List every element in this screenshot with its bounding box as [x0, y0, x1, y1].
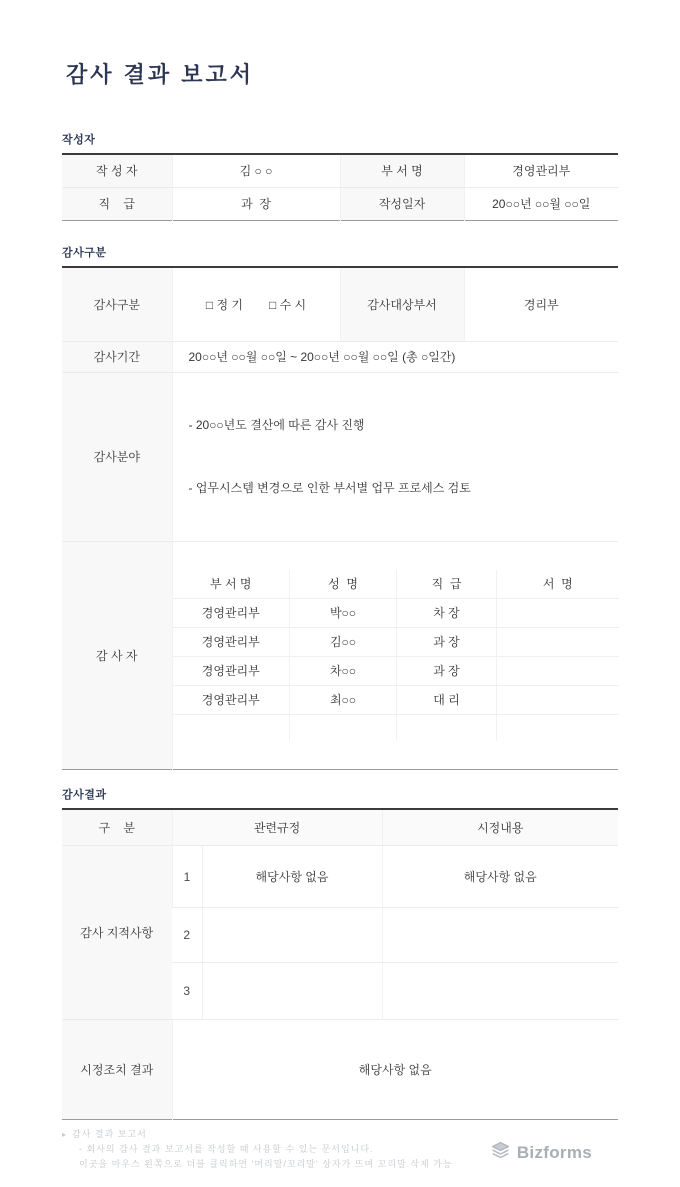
- page-title: 감사 결과 보고서: [66, 62, 254, 87]
- field-label-target-dept: 감사대상부서: [340, 267, 464, 342]
- field-value-department: 경영관리부: [464, 154, 618, 187]
- footer-note-line: 이곳을 마우스 왼쪽으로 더블 클릭하면 '머리말/꼬리말' 상자가 뜨며 꼬리말 삭제 가능: [79, 1159, 453, 1169]
- audit-class-table: [62, 266, 618, 770]
- column-header-name: 성 명: [290, 570, 397, 599]
- field-value-audit-field: [172, 372, 618, 541]
- field-value-date: 20○○년 ○○월 ○○일: [464, 187, 618, 220]
- field-label-department: 부 서 명: [340, 154, 464, 187]
- field-value-audit-period: 20○○년 ○○월 ○○일 ~ 20○○년 ○○월 ○○일 (총 ○일간): [172, 341, 618, 372]
- audit-field-line: - 업무시스템 변경으로 인한 부서별 업무 프로세스 검토: [188, 480, 471, 495]
- field-value-target-dept: 경리부: [464, 267, 618, 342]
- document-page: [62, 0, 618, 1187]
- field-label-auditors: 감 사 자: [62, 541, 172, 769]
- auditor-dept: 경영관리부: [173, 656, 290, 685]
- column-header-signature: 서 명: [497, 570, 619, 599]
- table-row: [62, 187, 618, 220]
- brand-name: Bizforms: [516, 1143, 592, 1162]
- table-header-row: [173, 570, 619, 599]
- section-heading-audit-class: 감사구분: [62, 246, 107, 259]
- author-table: [62, 153, 618, 221]
- empty-cell[interactable]: [173, 714, 290, 741]
- field-value-position: 과 장: [172, 187, 340, 220]
- footer-title-text: 감사 결과 보고서: [72, 1129, 147, 1139]
- table-row: [62, 154, 618, 187]
- auditor-dept: 경영관리부: [173, 685, 290, 714]
- section-heading-audit-result: 감사결과: [62, 788, 107, 801]
- finding-number: 2: [172, 908, 202, 963]
- empty-cell[interactable]: [290, 714, 397, 741]
- footer-note-line: - 회사의 감사 결과 보고서를 작성할 때 사용할 수 있는 문서입니다.: [79, 1144, 374, 1154]
- auditor-name: 박○○: [290, 598, 397, 627]
- field-label-findings: 감사 지적사항: [62, 846, 172, 1020]
- audit-field-line: - 20○○년도 결산에 따른 감사 진행: [188, 417, 365, 432]
- table-row: [173, 685, 619, 714]
- brand-logo: [490, 1140, 592, 1166]
- field-label-date: 작성일자: [340, 187, 464, 220]
- table-row: [62, 846, 618, 908]
- column-header-category: 구 분: [62, 809, 172, 846]
- auditor-dept: 경영관리부: [173, 627, 290, 656]
- finding-number: 3: [172, 963, 202, 1020]
- section-heading-author: 작성자: [62, 134, 96, 146]
- column-header-correction: 시정내용: [382, 809, 618, 846]
- empty-cell[interactable]: [497, 714, 619, 741]
- auditor-signature-cell[interactable]: [497, 685, 619, 714]
- auditor-position: 대 리: [397, 685, 497, 714]
- finding-correction[interactable]: [382, 908, 618, 963]
- auditors-table-cell: [172, 541, 618, 769]
- finding-correction[interactable]: [382, 963, 618, 1020]
- auditor-position: 차 장: [397, 598, 497, 627]
- auditor-signature-cell[interactable]: [497, 656, 619, 685]
- layers-icon: [490, 1140, 511, 1166]
- finding-correction: 해당사항 없음: [382, 846, 618, 908]
- table-row: [62, 341, 618, 372]
- field-label-writer: 작 성 자: [62, 154, 172, 187]
- column-header-dept: 부 서 명: [173, 570, 290, 599]
- auditor-signature-cell[interactable]: [497, 627, 619, 656]
- auditor-name: 최○○: [290, 685, 397, 714]
- column-header-position: 직 급: [397, 570, 497, 599]
- table-row: [173, 598, 619, 627]
- field-label-corrective-action: 시정조치 결과: [62, 1020, 172, 1120]
- table-row-empty: [173, 714, 619, 741]
- auditor-signature-cell[interactable]: [497, 598, 619, 627]
- finding-regulation[interactable]: [202, 963, 382, 1020]
- table-row: [62, 541, 618, 769]
- column-header-regulation: 관련규정: [172, 809, 382, 846]
- field-label-audit-field: 감사분야: [62, 372, 172, 541]
- checkbox-occasional-audit[interactable]: □ 수 시: [269, 297, 307, 312]
- page-footer: [62, 1127, 618, 1187]
- auditor-dept: 경영관리부: [173, 598, 290, 627]
- field-label-position: 직 급: [62, 187, 172, 220]
- checkbox-regular-audit[interactable]: □ 정 기: [205, 297, 243, 312]
- auditor-name: 김○○: [290, 627, 397, 656]
- audit-class-options: [172, 267, 340, 342]
- auditors-table: [173, 570, 619, 741]
- table-row: [173, 656, 619, 685]
- finding-regulation: 해당사항 없음: [202, 846, 382, 908]
- triangle-marker-icon: ▸: [62, 1130, 68, 1139]
- empty-cell[interactable]: [397, 714, 497, 741]
- auditor-position: 과 장: [397, 627, 497, 656]
- finding-number: 1: [172, 846, 202, 908]
- field-value-writer: 김 ○ ○: [172, 154, 340, 187]
- field-label-audit-class: 감사구분: [62, 267, 172, 342]
- table-row: [173, 627, 619, 656]
- field-label-audit-period: 감사기간: [62, 341, 172, 372]
- finding-regulation[interactable]: [202, 908, 382, 963]
- table-row: [62, 1020, 618, 1120]
- auditor-name: 차○○: [290, 656, 397, 685]
- audit-result-table: [62, 808, 618, 1121]
- field-value-corrective-action: 해당사항 없음: [172, 1020, 618, 1120]
- table-row: [62, 267, 618, 342]
- table-header-row: [62, 809, 618, 846]
- table-row: [62, 372, 618, 541]
- auditor-position: 과 장: [397, 656, 497, 685]
